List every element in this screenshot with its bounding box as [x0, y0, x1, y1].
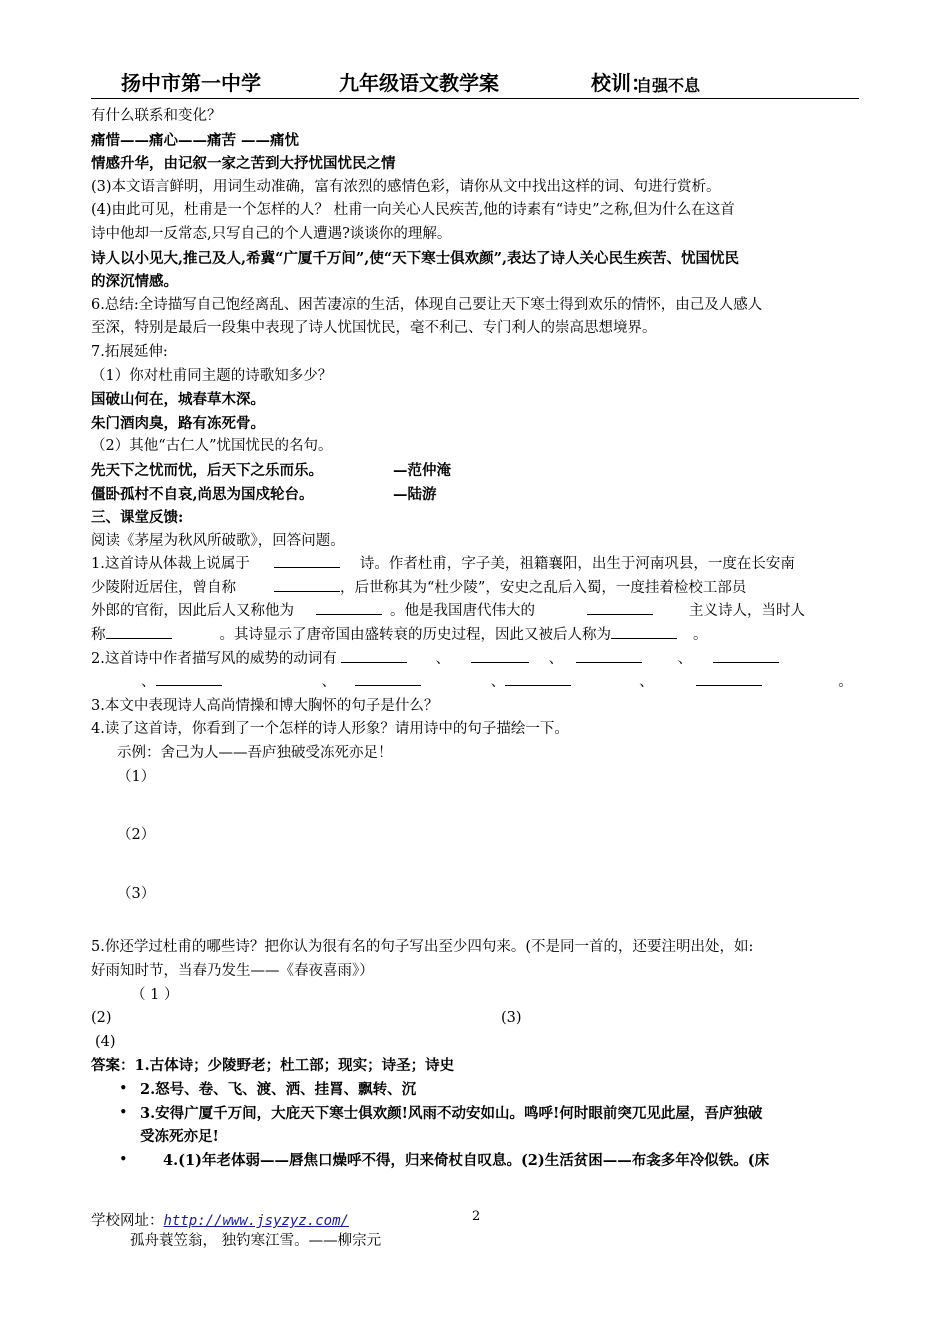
answer-key-2: • 2.怒号、卷、飞、渡、洒、挂罥、飘转、沉 — [91, 1078, 863, 1102]
question-1-line-3: 外郎的官衔，因此后人又称他为 。他是我国唐代伟大的 主义诗人，当时人 — [91, 600, 863, 624]
answer-slot-row — [91, 1007, 863, 1031]
answer-line: 情感升华，由记叙一家之苦到大抒忧国忧民之情 — [91, 155, 396, 173]
fill-blank[interactable] — [587, 600, 653, 615]
question-5: 5.你还学过杜甫的哪些诗？把你认为很有名的句子写出至少四句来。(不是同一首的，还要注明出处，如: — [91, 939, 754, 956]
fill-blank[interactable] — [341, 648, 407, 663]
fill-blank[interactable] — [713, 648, 779, 663]
question-4: 4.读了这首诗，你看到了一个怎样的诗人形象？请用诗中的句子描绘一下。 — [91, 721, 569, 738]
page-number: 2 — [472, 1209, 481, 1224]
answer-slot-3[interactable]: （3） — [117, 885, 156, 902]
instruction-line: 阅读《茅屋为秋风所破歌》，回答问题。 — [91, 532, 345, 549]
summary-line: 6.总结:全诗描写自己饱经离乱、困苦凄凉的生活，体现自己要让天下寒士得到欢乐的情怀，由己及人感人 — [91, 296, 763, 313]
fill-blank[interactable] — [696, 671, 762, 686]
answer-line: 的深沉情感。 — [91, 273, 178, 291]
question-1-line-4: 称 。其诗显示了唐帝国由盛转衰的历史过程，因此又被后人称为 。 — [91, 624, 863, 648]
school-motto: 自强不息 — [636, 76, 701, 95]
answer-slot-2[interactable]: （2） — [117, 827, 156, 844]
document-body — [91, 105, 863, 1172]
fill-blank[interactable] — [355, 671, 421, 686]
fill-blank[interactable] — [106, 624, 172, 639]
fill-blank[interactable] — [471, 648, 529, 663]
question-2-line-1: 2.这首诗中作者描写风的威势的动词有 、 、 、 — [91, 648, 863, 672]
school-url-link[interactable]: http://www.jsyzyz.com/ — [163, 1213, 349, 1229]
text-line: 有什么联系和变化？ — [91, 108, 222, 124]
fill-blank[interactable] — [576, 648, 642, 663]
page-footer — [91, 1209, 349, 1230]
section-heading: 7.拓展延伸: — [91, 343, 168, 360]
answer-key-4: • 4.(1)年老体弱——唇焦口燥呼不得，归来倚杖自叹息。(2)生活贫困——布衾多年冷似铁。(床 — [91, 1149, 863, 1173]
example-line: 示例：舍己为人——吾庐独破受冻死亦足！ — [117, 745, 393, 762]
answer-key-3: • 3.安得广厦千万间，大庇天下寒士俱欢颜!风雨不动安如山。鸣呼!何时眼前突兀见此屋，吾庐独破 — [91, 1102, 863, 1126]
quote-line — [91, 459, 863, 483]
question-line: 诗中他却一反常态,只写自己的个人遭遇?谈谈你的理解。 — [91, 225, 452, 242]
fill-blank[interactable] — [274, 577, 340, 592]
question-1-line-1: 1.这首诗从体裁上说属于 诗。作者杜甫，字子美，祖籍襄阳，出生于河南巩县，一度在长安南 — [91, 553, 863, 577]
quote-text: 僵卧孤村不自哀,尚思为国戍轮台。 — [91, 485, 314, 503]
answer-slot-1[interactable]: （1） — [117, 768, 156, 785]
quote-line — [91, 483, 863, 507]
answer-slot-5-2[interactable]: (2) — [91, 1010, 112, 1027]
answer-line: 诗人以小见大,推己及人,希冀“广厦千万间”,使“天下寒士俱欢颜”,表达了诗人关心民生疾苦、忧国忧民 — [91, 249, 740, 267]
fill-blank[interactable] — [274, 553, 340, 568]
poem-line: 朱门酒肉臭，路有冻死骨。 — [91, 414, 265, 432]
quote-text: 先天下之忧而忧，后天下之乐而乐。 — [91, 461, 323, 479]
question-3: 3.本文中表现诗人高尚情操和博大胸怀的句子是什么？ — [91, 697, 439, 714]
poem-line: 国破山何在，城春草木深。 — [91, 391, 265, 409]
fill-blank[interactable] — [156, 671, 222, 686]
school-name: 扬中市第一中学 — [121, 71, 261, 95]
summary-line: 至深，特别是最后一段集中表现了诗人忧国忧民，毫不利己、专门利人的崇高思想境界。 — [91, 320, 657, 337]
quote-author: —陆游 — [393, 485, 437, 503]
question-1-line-2: 少陵附近居住，曾自称 ，后世称其为“杜少陵”，安史之乱后入蜀，一度挂着检校工部员 — [91, 577, 863, 601]
quote-author: —范仲淹 — [393, 461, 451, 479]
answer-slot-5-4[interactable]: (4) — [95, 1033, 116, 1050]
motto-label: 校训： — [591, 71, 651, 95]
page-header — [91, 64, 859, 99]
question-line: (4)由此可见，杜甫是一个怎样的人？ 杜甫一向关心人民疾苦,他的诗素有“诗史”之称,但为什么在这首 — [91, 202, 735, 219]
fill-blank[interactable] — [505, 671, 571, 686]
section-heading: 三、课堂反馈: — [91, 509, 184, 527]
question-line: （2）其他“古仁人”忧国忧民的名句。 — [91, 438, 333, 455]
question-5-example: 好雨知时节，当春乃发生——《春夜喜雨》） — [91, 963, 374, 979]
question-2-line-2: 、 、 、 、 。 — [91, 671, 863, 695]
question-line: （1）你对杜甫同主题的诗歌知多少？ — [91, 367, 333, 384]
answer-line: 痛惜——痛心——痛苦 ——痛忧 — [91, 131, 300, 149]
answer-slot-5-3[interactable]: (3) — [501, 1010, 522, 1027]
overflow-text: 孤舟蓑笠翁， 独钓寒江雪。——柳宗元 — [130, 1233, 382, 1249]
fill-blank[interactable] — [316, 600, 382, 615]
document-title: 九年级语文教学案 — [339, 71, 499, 95]
answer-key-1: 答案：1.古体诗；少陵野老；杜工部；现实；诗圣；诗史 — [91, 1057, 455, 1075]
answer-slot-5-1[interactable]: （ 1 ） — [131, 986, 179, 1003]
answer-key-3-cont: 受冻死亦足! — [140, 1128, 219, 1146]
footer-label: 学校网址： — [91, 1213, 164, 1229]
fill-blank[interactable] — [611, 624, 677, 639]
question-line: (3)本文语言鲜明，用词生动准确，富有浓烈的感情色彩，请你从文中找出这样的词、句进行赏析。 — [91, 178, 721, 195]
